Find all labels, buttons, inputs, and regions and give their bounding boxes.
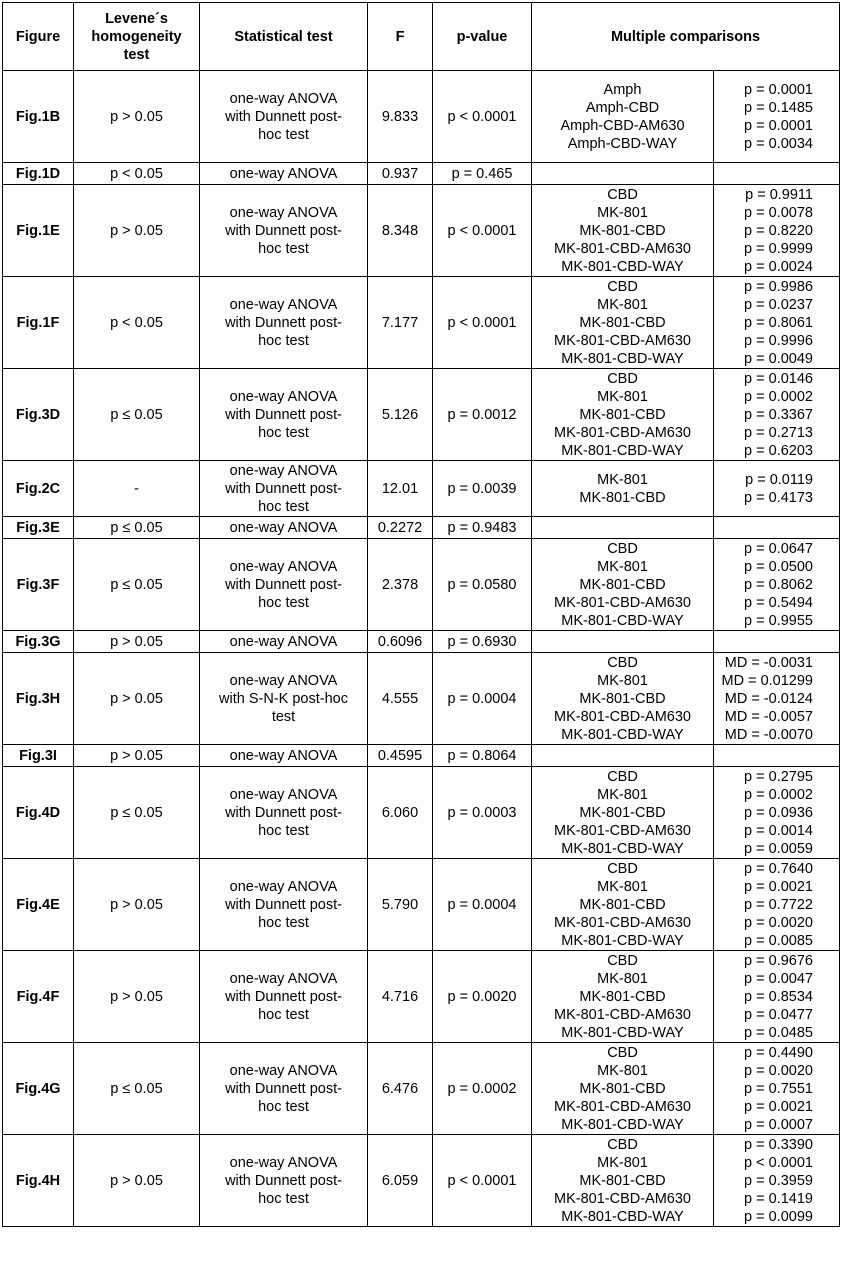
- comparison-name: MK-801-CBD: [579, 1172, 666, 1189]
- test-line: hoc test: [258, 498, 309, 515]
- comparison-value: p = 0.4173: [744, 489, 813, 506]
- p-value-cell: p < 0.0001: [433, 185, 532, 277]
- test-line: one-way ANOVA: [229, 1062, 338, 1079]
- table-row: [3, 461, 840, 517]
- table-row: [3, 185, 840, 277]
- comparison-values-cell: [714, 631, 840, 653]
- comparison-values-cell: [714, 185, 840, 277]
- comparison-value: p = 0.0078: [744, 204, 813, 221]
- comparison-value: p = 0.0034: [744, 135, 813, 152]
- test-line: one-way ANOVA: [229, 1154, 338, 1171]
- comparison-value: p = 0.0500: [744, 558, 813, 575]
- figure-cell: Fig.4H: [3, 1135, 74, 1227]
- comparison-values-cell: [714, 951, 840, 1043]
- test-line: hoc test: [258, 126, 309, 143]
- test-line: hoc test: [258, 1190, 309, 1207]
- comparison-name: MK-801-CBD-AM630: [554, 1098, 691, 1115]
- table-row: [3, 767, 840, 859]
- comparison-name: MK-801-CBD-WAY: [561, 932, 684, 949]
- test-line: hoc test: [258, 594, 309, 611]
- comparison-name: MK-801-CBD-WAY: [561, 1116, 684, 1133]
- comparison-value: p = 0.8220: [744, 222, 813, 239]
- comparison-name: MK-801-CBD: [579, 489, 666, 506]
- levene-cell: p ≤ 0.05: [74, 539, 200, 631]
- comparison-value: p = 0.0099: [744, 1208, 813, 1225]
- table-row: [3, 1135, 840, 1227]
- statistical-test-cell: [200, 859, 368, 951]
- comparison-value: p = 0.2713: [744, 424, 813, 441]
- levene-cell: p ≤ 0.05: [74, 1043, 200, 1135]
- comparison-name: MK-801-CBD-WAY: [561, 1208, 684, 1225]
- comparison-name: MK-801-CBD: [579, 406, 666, 423]
- test-line: one-way ANOVA: [229, 672, 338, 689]
- header-multiple-comparisons: Multiple comparisons: [532, 3, 840, 71]
- comparison-name: MK-801-CBD-AM630: [554, 594, 691, 611]
- test-line: with Dunnett post-: [225, 576, 342, 593]
- comparison-value: p = 0.9986: [744, 278, 813, 295]
- f-value-cell: 8.348: [368, 185, 433, 277]
- p-value-cell: p = 0.0002: [433, 1043, 532, 1135]
- f-value-cell: 0.937: [368, 163, 433, 185]
- figure-cell: Fig.4E: [3, 859, 74, 951]
- statistical-test-cell: [200, 369, 368, 461]
- levene-cell: p > 0.05: [74, 71, 200, 163]
- comparison-names-cell: [532, 767, 714, 859]
- comparison-name: MK-801-CBD: [579, 690, 666, 707]
- test-line: one-way ANOVA: [229, 633, 338, 650]
- table-row: [3, 1043, 840, 1135]
- comparison-names-cell: [532, 1043, 714, 1135]
- figure-cell: Fig.4F: [3, 951, 74, 1043]
- comparison-value: p = 0.4490: [744, 1044, 813, 1061]
- test-line: hoc test: [258, 424, 309, 441]
- comparison-name: MK-801-CBD: [579, 896, 666, 913]
- statistical-test-cell: [200, 461, 368, 517]
- statistical-test-cell: [200, 951, 368, 1043]
- comparison-names-cell: [532, 745, 714, 767]
- comparison-value: p = 0.0237: [744, 296, 813, 313]
- comparison-name: CBD: [607, 370, 638, 387]
- test-line: one-way ANOVA: [229, 786, 338, 803]
- table-row: [3, 517, 840, 539]
- levene-cell: p > 0.05: [74, 631, 200, 653]
- comparison-name: CBD: [607, 1136, 638, 1153]
- comparison-value: p = 0.0007: [744, 1116, 813, 1133]
- table-row: [3, 951, 840, 1043]
- test-line: one-way ANOVA: [229, 558, 338, 575]
- comparison-names-cell: [532, 859, 714, 951]
- comparison-name: MK-801-CBD-AM630: [554, 424, 691, 441]
- comparison-value: p = 0.0085: [744, 932, 813, 949]
- statistical-test-cell: [200, 1043, 368, 1135]
- comparison-names-cell: [532, 653, 714, 745]
- table-row: [3, 277, 840, 369]
- comparison-value: p = 0.0020: [744, 1062, 813, 1079]
- figure-cell: Fig.1E: [3, 185, 74, 277]
- comparison-name: MK-801-CBD-AM630: [554, 240, 691, 257]
- levene-cell: p > 0.05: [74, 185, 200, 277]
- f-value-cell: 12.01: [368, 461, 433, 517]
- comparison-value: MD = -0.0070: [724, 726, 813, 743]
- figure-cell: Fig.4G: [3, 1043, 74, 1135]
- test-line: test: [271, 708, 296, 725]
- p-value-cell: p = 0.6930: [433, 631, 532, 653]
- p-value-cell: p = 0.8064: [433, 745, 532, 767]
- comparison-name: MK-801-CBD-WAY: [561, 442, 684, 459]
- statistical-test-cell: [200, 185, 368, 277]
- comparison-name: MK-801-CBD-WAY: [561, 350, 684, 367]
- comparison-value: p = 0.3959: [744, 1172, 813, 1189]
- comparison-value: p = 0.0001: [744, 81, 813, 98]
- statistical-test-cell: [200, 653, 368, 745]
- header-figure: Figure: [3, 3, 74, 71]
- table-row: [3, 539, 840, 631]
- table-row: [3, 369, 840, 461]
- comparison-value: p = 0.0002: [744, 786, 813, 803]
- p-value-cell: p = 0.0020: [433, 951, 532, 1043]
- comparison-name: MK-801-CBD: [579, 222, 666, 239]
- p-value-cell: p < 0.0001: [433, 71, 532, 163]
- levene-cell: p ≤ 0.05: [74, 767, 200, 859]
- statistical-test-cell: [200, 631, 368, 653]
- p-value-cell: p = 0.0003: [433, 767, 532, 859]
- comparison-value: p < 0.0001: [744, 1154, 813, 1171]
- comparison-name: MK-801-CBD-AM630: [554, 1006, 691, 1023]
- table-row: [3, 71, 840, 163]
- figure-cell: Fig.1B: [3, 71, 74, 163]
- comparison-values-cell: [714, 1043, 840, 1135]
- p-value-cell: p < 0.0001: [433, 1135, 532, 1227]
- comparison-value: p = 0.0119: [745, 471, 813, 488]
- statistical-test-cell: [200, 1135, 368, 1227]
- comparison-values-cell: [714, 767, 840, 859]
- comparison-name: MK-801-CBD: [579, 314, 666, 331]
- f-value-cell: 6.059: [368, 1135, 433, 1227]
- comparison-name: MK-801: [597, 388, 648, 405]
- f-value-cell: 7.177: [368, 277, 433, 369]
- comparison-value: p = 0.2795: [744, 768, 813, 785]
- comparison-values-cell: [714, 369, 840, 461]
- p-value-cell: p = 0.465: [433, 163, 532, 185]
- comparison-name: MK-801: [597, 878, 648, 895]
- f-value-cell: 5.126: [368, 369, 433, 461]
- comparison-value: p = 0.0647: [744, 540, 813, 557]
- comparison-name: MK-801-CBD-AM630: [554, 914, 691, 931]
- figure-cell: Fig.3D: [3, 369, 74, 461]
- table-row: [3, 745, 840, 767]
- comparison-values-cell: [714, 461, 840, 517]
- test-line: with Dunnett post-: [225, 314, 342, 331]
- comparison-name: Amph-CBD: [585, 99, 660, 116]
- p-value-cell: p = 0.0039: [433, 461, 532, 517]
- comparison-name: MK-801-CBD-AM630: [554, 332, 691, 349]
- test-line: with S-N-K post-hoc: [219, 690, 348, 707]
- comparison-name: MK-801-CBD-WAY: [561, 612, 684, 629]
- statistical-test-cell: [200, 745, 368, 767]
- comparison-values-cell: [714, 517, 840, 539]
- comparison-value: p = 0.1485: [744, 99, 813, 116]
- comparison-name: MK-801-CBD-AM630: [554, 708, 691, 725]
- comparison-name: MK-801: [597, 1154, 648, 1171]
- test-line: with Dunnett post-: [225, 1172, 342, 1189]
- header-levene-line: homogeneity: [91, 28, 182, 45]
- statistical-test-cell: [200, 767, 368, 859]
- levene-cell: p > 0.05: [74, 745, 200, 767]
- comparison-value: p = 0.7551: [744, 1080, 813, 1097]
- comparison-value: p = 0.9996: [744, 332, 813, 349]
- statistics-table: [2, 2, 840, 1227]
- test-line: one-way ANOVA: [229, 204, 338, 221]
- levene-cell: -: [74, 461, 200, 517]
- f-value-cell: 0.4595: [368, 745, 433, 767]
- table-body: [3, 71, 840, 1227]
- header-levene-line: Levene´s: [105, 10, 168, 27]
- figure-cell: Fig.3E: [3, 517, 74, 539]
- comparison-value: p = 0.0014: [744, 822, 813, 839]
- comparison-name: MK-801-CBD: [579, 576, 666, 593]
- header-levene-line: test: [123, 46, 150, 63]
- comparison-name: Amph-CBD-WAY: [567, 135, 678, 152]
- comparison-name: MK-801-CBD-AM630: [554, 1190, 691, 1207]
- levene-cell: p ≤ 0.05: [74, 517, 200, 539]
- table-row: [3, 163, 840, 185]
- comparison-names-cell: [532, 517, 714, 539]
- test-line: hoc test: [258, 240, 309, 257]
- f-value-cell: 5.790: [368, 859, 433, 951]
- comparison-names-cell: [532, 539, 714, 631]
- figure-cell: Fig.1F: [3, 277, 74, 369]
- comparison-names-cell: [532, 631, 714, 653]
- levene-cell: p > 0.05: [74, 951, 200, 1043]
- comparison-name: MK-801-CBD: [579, 988, 666, 1005]
- test-line: with Dunnett post-: [225, 896, 342, 913]
- test-line: hoc test: [258, 332, 309, 349]
- test-line: one-way ANOVA: [229, 462, 338, 479]
- f-value-cell: 6.060: [368, 767, 433, 859]
- comparison-value: p = 0.9955: [744, 612, 813, 629]
- comparison-value: p = 0.0021: [744, 1098, 813, 1115]
- comparison-value: MD = 0.01299: [721, 672, 813, 689]
- comparison-names-cell: [532, 185, 714, 277]
- f-value-cell: 2.378: [368, 539, 433, 631]
- comparison-value: p = 0.5494: [744, 594, 813, 611]
- comparison-name: MK-801-CBD-WAY: [561, 726, 684, 743]
- test-line: one-way ANOVA: [229, 388, 338, 405]
- comparison-name: MK-801: [597, 1062, 648, 1079]
- f-value-cell: 4.555: [368, 653, 433, 745]
- comparison-value: p = 0.3390: [744, 1136, 813, 1153]
- comparison-values-cell: [714, 163, 840, 185]
- table-row: [3, 653, 840, 745]
- header-row: [3, 3, 840, 71]
- comparison-value: p = 0.0020: [744, 914, 813, 931]
- p-value-cell: p = 0.0580: [433, 539, 532, 631]
- figure-cell: Fig.1D: [3, 163, 74, 185]
- figure-cell: Fig.3F: [3, 539, 74, 631]
- p-value-cell: p = 0.9483: [433, 517, 532, 539]
- header-f: F: [368, 3, 433, 71]
- comparison-values-cell: [714, 277, 840, 369]
- comparison-name: MK-801-CBD-WAY: [561, 840, 684, 857]
- comparison-name: CBD: [607, 1044, 638, 1061]
- comparison-value: p = 0.0024: [744, 258, 813, 275]
- test-line: one-way ANOVA: [229, 970, 338, 987]
- comparison-name: MK-801: [597, 471, 648, 488]
- test-line: hoc test: [258, 1098, 309, 1115]
- comparison-value: p = 0.9911: [745, 186, 813, 203]
- comparison-name: Amph: [603, 81, 642, 98]
- figure-cell: Fig.3G: [3, 631, 74, 653]
- test-line: hoc test: [258, 1006, 309, 1023]
- test-line: one-way ANOVA: [229, 747, 338, 764]
- header-p-value: p-value: [433, 3, 532, 71]
- f-value-cell: 0.2272: [368, 517, 433, 539]
- comparison-values-cell: [714, 1135, 840, 1227]
- f-value-cell: 9.833: [368, 71, 433, 163]
- comparison-values-cell: [714, 859, 840, 951]
- statistical-test-cell: [200, 277, 368, 369]
- test-line: with Dunnett post-: [225, 406, 342, 423]
- comparison-value: p = 0.0021: [744, 878, 813, 895]
- comparison-name: MK-801-CBD-AM630: [554, 822, 691, 839]
- levene-cell: p > 0.05: [74, 1135, 200, 1227]
- p-value-cell: p = 0.0004: [433, 653, 532, 745]
- test-line: hoc test: [258, 914, 309, 931]
- comparison-value: p = 0.0047: [744, 970, 813, 987]
- statistical-test-cell: [200, 71, 368, 163]
- comparison-name: MK-801-CBD: [579, 1080, 666, 1097]
- comparison-value: MD = -0.0057: [724, 708, 813, 725]
- comparison-value: p = 0.3367: [744, 406, 813, 423]
- comparison-name: MK-801: [597, 672, 648, 689]
- comparison-names-cell: [532, 71, 714, 163]
- p-value-cell: p = 0.0012: [433, 369, 532, 461]
- comparison-value: MD = -0.0124: [724, 690, 813, 707]
- f-value-cell: 0.6096: [368, 631, 433, 653]
- comparison-value: p = 0.0477: [744, 1006, 813, 1023]
- comparison-value: p = 0.0001: [744, 117, 813, 134]
- comparison-names-cell: [532, 369, 714, 461]
- statistical-test-cell: [200, 539, 368, 631]
- comparison-names-cell: [532, 951, 714, 1043]
- comparison-value: p = 0.1419: [744, 1190, 813, 1207]
- comparison-names-cell: [532, 163, 714, 185]
- test-line: one-way ANOVA: [229, 519, 338, 536]
- test-line: one-way ANOVA: [229, 90, 338, 107]
- comparison-name: CBD: [607, 540, 638, 557]
- header-statistical-test: Statistical test: [200, 3, 368, 71]
- p-value-cell: p = 0.0004: [433, 859, 532, 951]
- test-line: with Dunnett post-: [225, 988, 342, 1005]
- test-line: one-way ANOVA: [229, 165, 338, 182]
- comparison-name: CBD: [607, 278, 638, 295]
- test-line: with Dunnett post-: [225, 222, 342, 239]
- test-line: with Dunnett post-: [225, 804, 342, 821]
- table-row: [3, 631, 840, 653]
- comparison-name: CBD: [607, 952, 638, 969]
- comparison-value: p = 0.0059: [744, 840, 813, 857]
- comparison-name: Amph-CBD-AM630: [560, 117, 685, 134]
- p-value-cell: p < 0.0001: [433, 277, 532, 369]
- levene-cell: p > 0.05: [74, 653, 200, 745]
- comparison-value: p = 0.8062: [744, 576, 813, 593]
- comparison-name: MK-801: [597, 970, 648, 987]
- table-row: [3, 859, 840, 951]
- statistical-test-cell: [200, 517, 368, 539]
- comparison-value: p = 0.0049: [744, 350, 813, 367]
- test-line: with Dunnett post-: [225, 480, 342, 497]
- comparison-names-cell: [532, 1135, 714, 1227]
- comparison-name: MK-801: [597, 786, 648, 803]
- comparison-name: CBD: [607, 186, 638, 203]
- comparison-value: p = 0.7640: [744, 860, 813, 877]
- comparison-name: MK-801-CBD-WAY: [561, 258, 684, 275]
- figure-cell: Fig.2C: [3, 461, 74, 517]
- figure-cell: Fig.4D: [3, 767, 74, 859]
- comparison-name: CBD: [607, 768, 638, 785]
- levene-cell: p ≤ 0.05: [74, 369, 200, 461]
- comparison-value: p = 0.0002: [744, 388, 813, 405]
- figure-cell: Fig.3H: [3, 653, 74, 745]
- test-line: one-way ANOVA: [229, 878, 338, 895]
- comparison-name: MK-801: [597, 204, 648, 221]
- comparison-value: p = 0.0485: [744, 1024, 813, 1041]
- levene-cell: p > 0.05: [74, 859, 200, 951]
- comparison-values-cell: [714, 539, 840, 631]
- figure-cell: Fig.3I: [3, 745, 74, 767]
- f-value-cell: 6.476: [368, 1043, 433, 1135]
- f-value-cell: 4.716: [368, 951, 433, 1043]
- comparison-name: MK-801-CBD-WAY: [561, 1024, 684, 1041]
- levene-cell: p < 0.05: [74, 163, 200, 185]
- comparison-value: p = 0.6203: [744, 442, 813, 459]
- comparison-value: p = 0.9676: [744, 952, 813, 969]
- test-line: with Dunnett post-: [225, 108, 342, 125]
- statistical-test-cell: [200, 163, 368, 185]
- comparison-name: MK-801: [597, 296, 648, 313]
- levene-cell: p < 0.05: [74, 277, 200, 369]
- comparison-values-cell: [714, 653, 840, 745]
- comparison-names-cell: [532, 277, 714, 369]
- comparison-value: p = 0.0936: [744, 804, 813, 821]
- comparison-value: p = 0.9999: [744, 240, 813, 257]
- comparison-name: CBD: [607, 654, 638, 671]
- test-line: with Dunnett post-: [225, 1080, 342, 1097]
- comparison-values-cell: [714, 71, 840, 163]
- comparison-name: MK-801: [597, 558, 648, 575]
- comparison-names-cell: [532, 461, 714, 517]
- header-levene: [74, 3, 200, 71]
- comparison-value: p = 0.7722: [744, 896, 813, 913]
- comparison-value: p = 0.8061: [744, 314, 813, 331]
- comparison-values-cell: [714, 745, 840, 767]
- comparison-value: p = 0.8534: [744, 988, 813, 1005]
- test-line: one-way ANOVA: [229, 296, 338, 313]
- test-line: hoc test: [258, 822, 309, 839]
- comparison-value: MD = -0.0031: [724, 654, 813, 671]
- comparison-name: CBD: [607, 860, 638, 877]
- comparison-name: MK-801-CBD: [579, 804, 666, 821]
- comparison-value: p = 0.0146: [744, 370, 813, 387]
